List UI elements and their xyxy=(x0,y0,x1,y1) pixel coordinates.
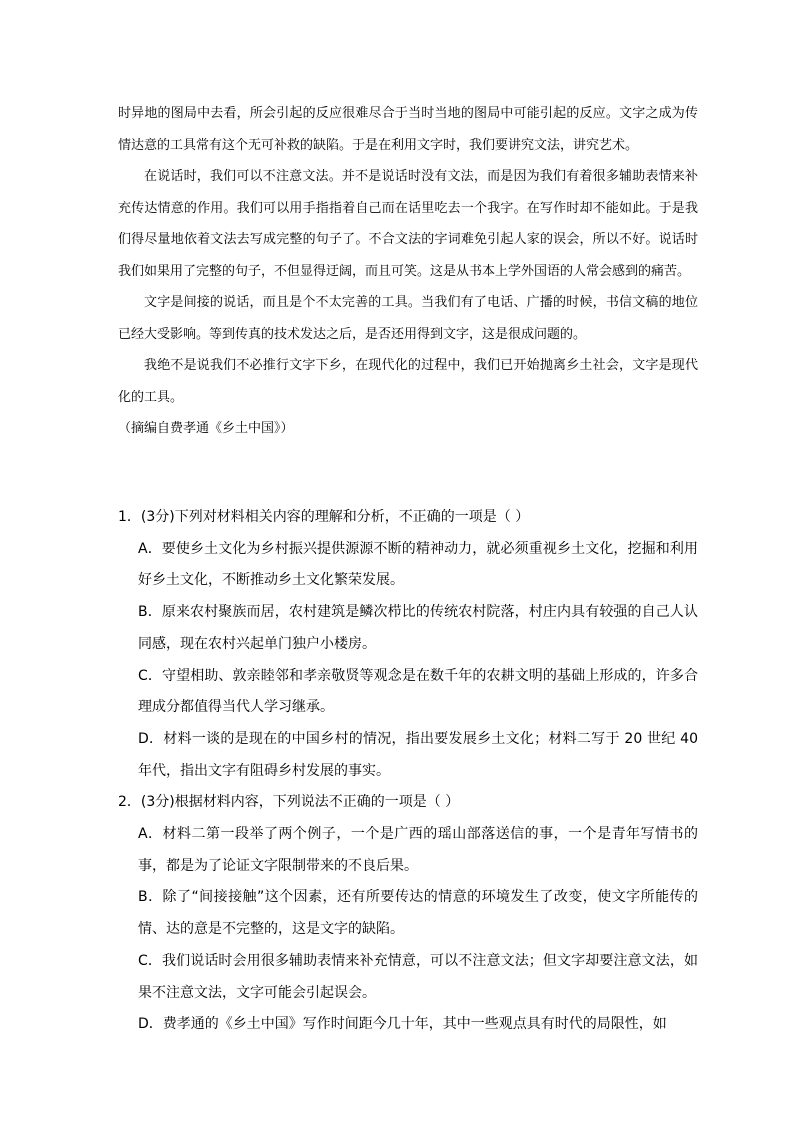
question-list xyxy=(118,502,698,1041)
question-stem xyxy=(118,502,698,534)
passage-paragraph: 文字是间接的说话，而且是个不太完善的工具。当我们有了电话、广播的时候，书信文稿的地位已经大受影响。等到传真的技术发达之后，是否还用得到文字，这是很成问题的。 xyxy=(118,295,698,342)
passage-paragraph: 我绝不是说我们不必推行文字下乡，在现代化的过程中，我们已开始抛离乡土社会，文字是现代化的工具。 xyxy=(118,358,698,405)
passage-paragraph: 时异地的图局中去看，所会引起的反应很难尽合于当时当地的图局中可能引起的反应。文字之成为传情达意的工具常有这个无可补救的缺陷。于是在利用文字时，我们要讲究文法，讲究艺术。 xyxy=(118,106,698,153)
question-text: (3分)下列对材料相关内容的理解和分析，不正确的一项是（ ） xyxy=(140,509,530,525)
answer-option-a: A．材料二第一段举了两个例子，一个是广西的瑶山部落送信的事，一个是青年写情书的事，都是为了论证文字限制带来的不良后果。 xyxy=(138,826,698,874)
answer-option-d: D．费孝通的《乡土中国》写作时间距今几十年，其中一些观点具有时代的局限性，如 xyxy=(138,1016,667,1033)
reading-passage xyxy=(118,98,698,445)
answer-option-c: C．我们说话时会用很多辅助表情来补充情意，可以不注意文法；但文字却要注意文法，如果不注意文法，文字可能会引起误会。 xyxy=(138,952,698,1001)
question-text: (3分)根据材料内容，下列说法不正确的一项是（ ） xyxy=(140,794,460,811)
question-number: 1． xyxy=(118,509,141,525)
answer-option-b: B．除了“间接接触”这个因素，还有所要传达的情意的环境发生了改变，使文字所能传的情、达的意是不完整的，这是文字的缺陷。 xyxy=(138,889,698,938)
answer-option-a: A．要使乡土文化为乡村振兴提供源源不断的精神动力，就必须重视乡土文化，挖掘和利用好乡土文化，不断推动乡土文化繁荣发展。 xyxy=(138,540,698,589)
question-2 xyxy=(118,787,698,1041)
answer-option-b: B．原来农村聚族而居，农村建筑是鳞次栉比的传统农村院落，村庄内具有较强的自己人认同感，现在农村兴起单门独户小楼房。 xyxy=(138,604,698,652)
passage-paragraph: 在说话时，我们可以不注意文法。并不是说话时没有文法，而是因为我们有着很多辅助表情来补充传达情意的作用。我们可以用手指指着自己而在话里吃去一个我字。在写作时却不能如此。于是我们得尽量地依着文法去写成完整的句子了。不合文法的字词难免引起人家的误会，所以不好。说话时我们如果用了完整的句子，不但显得迂阔，而且可笑。这是从书本上学外国语的人常会感到的痛苦。 xyxy=(118,169,698,279)
question-stem xyxy=(118,787,698,819)
answer-option-d: D．材料一谈的是现在的中国乡村的情况，指出要发展乡土文化；材料二写于 20 世纪 40 年代，指出文字有阻碍乡村发展的事实。 xyxy=(138,730,698,779)
question-1 xyxy=(118,502,698,787)
passage-source: （摘编自费孝通《乡土中国》） xyxy=(118,421,294,436)
answer-option-c: C．守望相助、敦亲睦邻和孝亲敬贤等观念是在数千年的农耕文明的基础上形成的，许多合理成分都值得当代人学习继承。 xyxy=(138,667,698,716)
question-number: 2． xyxy=(118,794,141,811)
